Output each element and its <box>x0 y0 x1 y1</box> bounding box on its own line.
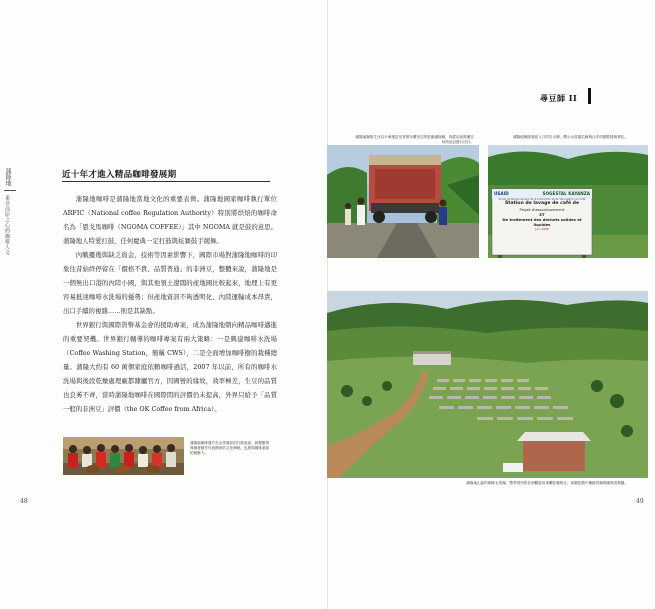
landscape-caption: 蒲隆地山區的咖啡水洗場，整齊排列的非洲棚架用來曬乾咖啡豆，周圍是農戶種植的咖啡園與香蕉園。 <box>466 481 628 485</box>
sign-text-block <box>494 190 590 254</box>
page-number-left: 48 <box>20 498 28 505</box>
body-text <box>63 192 277 416</box>
left-page <box>0 0 327 609</box>
running-head: 尋豆師 II <box>540 93 578 103</box>
sign-caption: 蒲隆地咖啡產區入口的告示牌，標示水洗場名稱與合作的國際援助單位。 <box>513 135 628 139</box>
paragraph-3: 世界銀行與國際貨幣基金會的援助專案，成為蒲隆地朝向精品咖啡邁進的重要契機。世界銀行輔導的咖啡專案有兩大策略：一是興建咖啡水洗場（Coffee Washing Station，簡稱 CWS），二是全面增加咖啡樹的栽種總量。蒲隆大約有 60 萬個家庭依賴咖啡過活，2007 年以前，所有的咖啡水洗場與後段乾燥處理廠都隸屬官方，因國營的緣故，效率極差，生豆的品質也良莠不齊，當時蒲隆地咖啡在國際間的評價仍未提高，外界只給予「品質一般的非洲豆」評價（the OK Coffee from Africa）。 <box>63 321 277 413</box>
drummers-photo <box>63 437 184 475</box>
paragraph-2: 內戰擾幾與缺乏資金、技術等因素影響下，國際市場對蒲隆地咖啡的印象往昔始終停留在「價格不貴、品質普通」的非洲豆，整體來說，蒲隆地是一個無出口港的內陸小國，與其他領土遼闊的產地國比較起來，地理上有更容易抵達咖啡水洗場的優勢；但產地資訊不夠透明化、內陸運輸成本昂貴，出口手續的複雜……則是其缺點。 <box>63 251 277 315</box>
truck-photo <box>327 145 479 258</box>
running-head-bar <box>588 88 591 104</box>
chapter-side-tab <box>4 168 16 256</box>
sign-main-line-1: Station de lavage de café de <box>504 201 580 207</box>
chapter-tab-label: 蒲隆地 <box>4 168 11 186</box>
chapter-tab-divider <box>4 190 16 191</box>
sign-footer: Juin 2008 <box>535 227 549 232</box>
heading-rule <box>62 181 270 182</box>
chapter-tab-sublabel: 東非高原之心的咖啡人文 <box>4 195 10 256</box>
truck-caption: 蒲隆地咖啡生豆以卡車運送至首都布瓊布拉的乾燥處理廠，再經由陸路運往坦尚尼亞港口出口。 <box>355 135 474 144</box>
drummers-caption: 蒲隆地咖啡農戶在水洗場前的打鼓表演，鼓聲節奏與舞者動作代表國家的文化傳統，也展現咖啡產區的凝聚力。 <box>190 441 270 455</box>
sign-main-line-4: De traitement des déchets solides et liquides <box>502 217 582 228</box>
right-page <box>328 0 655 609</box>
washing-station-landscape-photo <box>327 291 648 478</box>
sign-logo-usaid: USAID <box>494 191 509 196</box>
sign-main-line-3: ET <box>539 212 545 218</box>
section-heading: 近十年才進入精品咖啡發展期 <box>62 170 177 180</box>
sign-main-line-2: Projet d'assainissement <box>519 207 565 213</box>
station-sign-photo <box>488 145 648 258</box>
paragraph-1: 蒲隆地咖啡是蒲隆地當地文化的重要表徵。蒲隆地國家咖啡執行單位 ARFIC（National coffee Regulation Authority）特別將烘焙的咖啡命名為「恩戈馬咖啡（NGOMA COFFEE）」其中 NGOMA 就是鼓的意思。蒲隆地人特愛打鼓，任何慶典一定打鼓與炫賽鼓手競舞。 <box>63 195 277 245</box>
page-number-right: 49 <box>636 498 644 505</box>
sign-small-line: Projet de Renforcement de la Production et de Valorisation du Café <box>498 198 586 201</box>
sign-logo-sogestal: SOGESTAL KAYANZA <box>542 191 590 196</box>
